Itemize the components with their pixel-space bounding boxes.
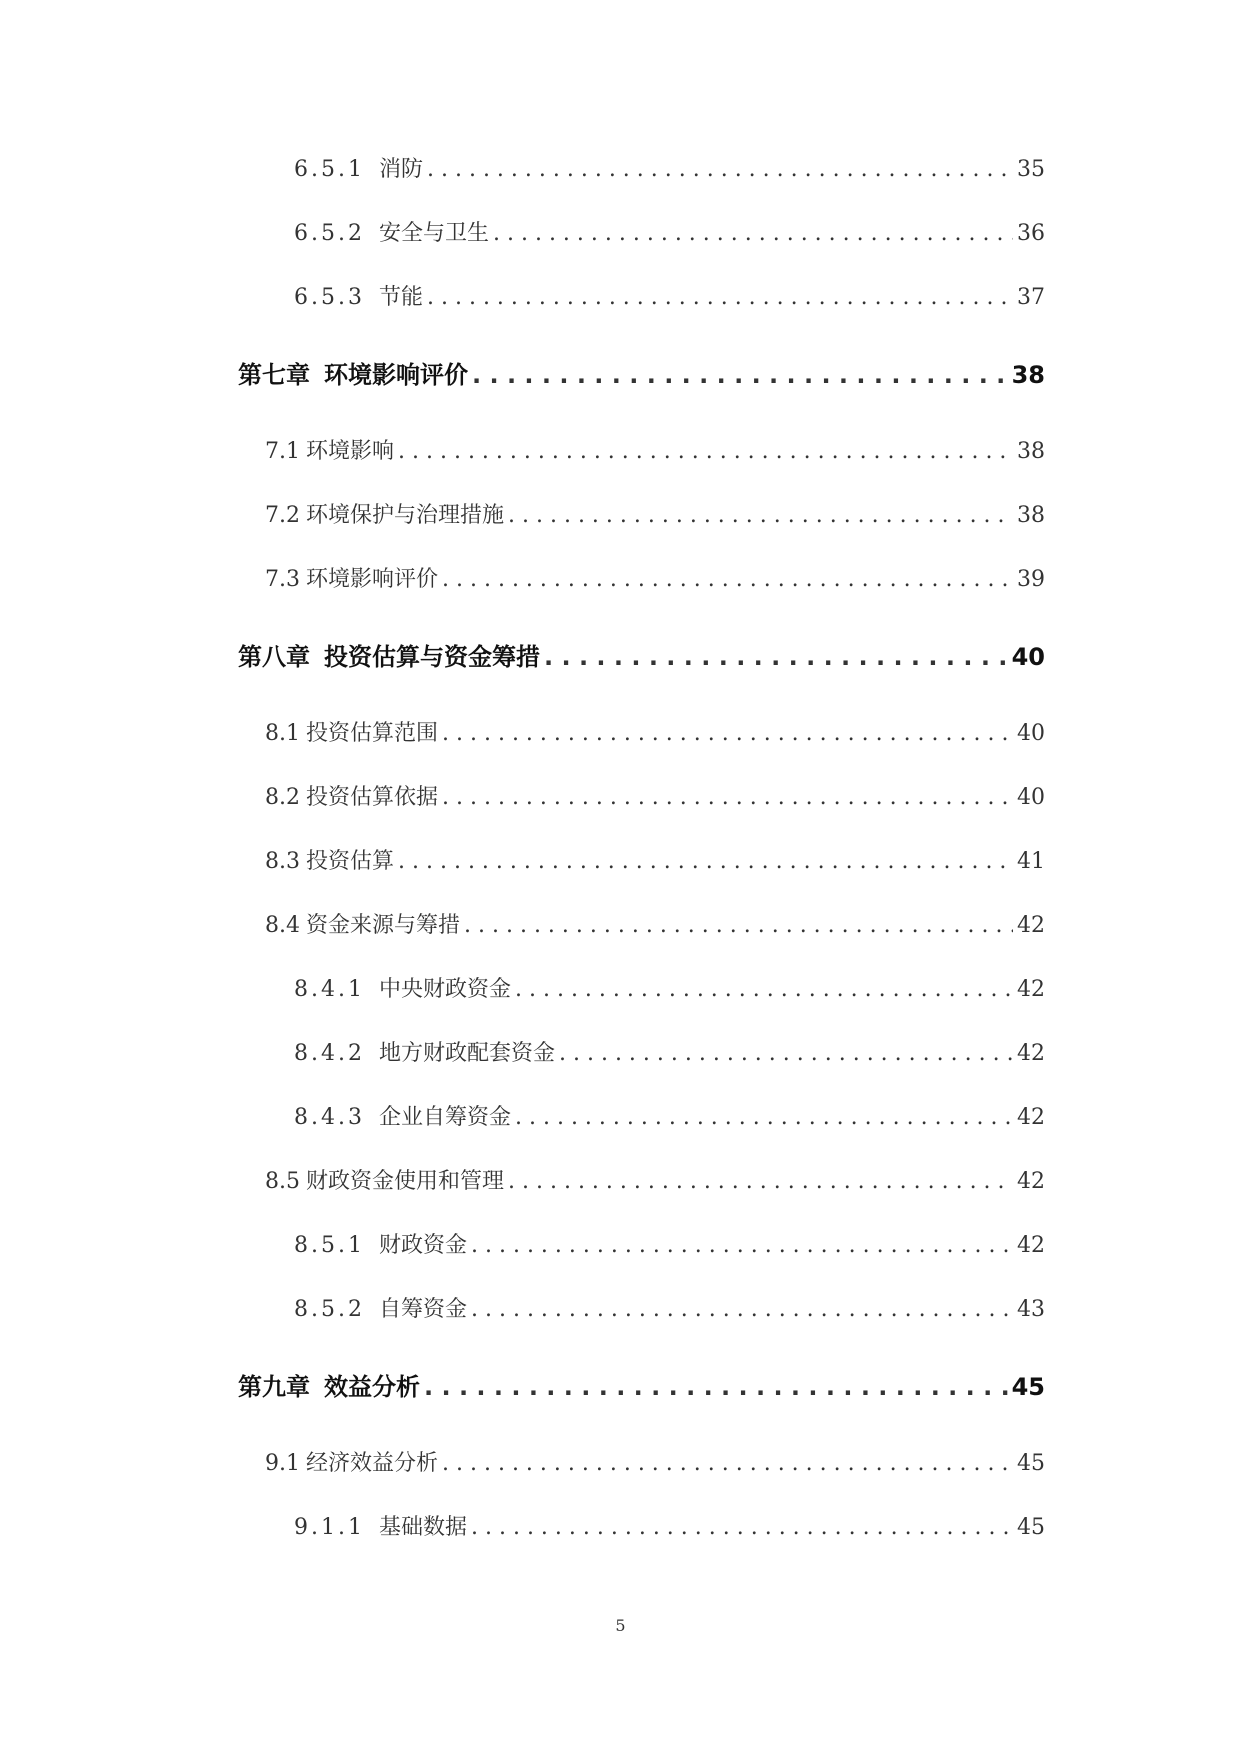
toc-entry-page: 40 xyxy=(1017,785,1045,810)
dot-leader xyxy=(508,1169,1013,1194)
toc-entry-title: 中央财政资金 xyxy=(378,977,511,1002)
toc-entry[interactable] xyxy=(265,844,1045,875)
toc-entry[interactable] xyxy=(265,716,1045,747)
toc-entry-number: 8.4.2 xyxy=(294,1041,365,1066)
toc-entry-title: 投资估算依据 xyxy=(306,785,439,810)
toc-entry-title: 节能 xyxy=(378,285,423,310)
toc-entry-page: 42 xyxy=(1017,1105,1045,1130)
toc-entry-number: 8.1 xyxy=(265,721,300,746)
toc-chapter-number: 第七章 xyxy=(238,361,310,389)
dot-leader xyxy=(508,503,1013,528)
toc-entry-number: 8.4.3 xyxy=(294,1105,365,1130)
toc-entry[interactable] xyxy=(265,498,1045,529)
toc-chapter-title: 投资估算与资金筹措 xyxy=(324,643,540,671)
toc-chapter-page: 45 xyxy=(1011,1373,1045,1401)
dot-leader xyxy=(471,1233,1013,1258)
dot-leader xyxy=(471,1297,1013,1322)
toc-entry-title: 财政资金使用和管理 xyxy=(306,1169,505,1194)
toc-entry-page: 41 xyxy=(1017,849,1045,874)
toc-entry[interactable] xyxy=(294,1100,1045,1131)
toc-entry[interactable] xyxy=(294,1036,1045,1067)
toc-entry-number: 8.3 xyxy=(265,849,300,874)
toc-chapter-title: 环境影响评价 xyxy=(324,361,468,389)
toc-entry-number: 7.1 xyxy=(265,439,300,464)
toc-entry-title: 资金来源与筹措 xyxy=(306,913,461,938)
toc-chapter-entry[interactable] xyxy=(238,1367,1045,1402)
dot-leader xyxy=(442,721,1013,746)
toc-entry-page: 42 xyxy=(1017,977,1045,1002)
toc-entry-number: 8.4 xyxy=(265,913,300,938)
toc-entry-page: 40 xyxy=(1017,721,1045,746)
toc-entry[interactable] xyxy=(294,1510,1045,1541)
toc-chapter-number: 第八章 xyxy=(238,643,310,671)
dot-leader xyxy=(427,285,1013,310)
dot-leader xyxy=(493,221,1013,246)
toc-entry[interactable] xyxy=(294,972,1045,1003)
toc-entry[interactable] xyxy=(294,152,1045,183)
toc-chapter-entry[interactable] xyxy=(238,355,1045,390)
toc-entry[interactable] xyxy=(265,562,1045,593)
toc-entry-number: 6.5.3 xyxy=(294,285,365,310)
toc-entry-number: 8.5.2 xyxy=(294,1297,365,1322)
toc-entry-title: 财政资金 xyxy=(378,1233,467,1258)
toc-entry-page: 37 xyxy=(1017,285,1045,310)
toc-entry-page: 42 xyxy=(1017,1169,1045,1194)
toc-entry-title: 自筹资金 xyxy=(378,1297,467,1322)
toc-entry[interactable] xyxy=(265,908,1045,939)
dot-leader xyxy=(472,361,1008,389)
toc-entry-number: 8.4.1 xyxy=(294,977,365,1002)
dot-leader xyxy=(427,157,1013,182)
toc-entry[interactable] xyxy=(294,280,1045,311)
page-number: 5 xyxy=(615,1616,626,1635)
toc-chapter-entry[interactable] xyxy=(238,637,1045,672)
toc-entry-number: 9.1 xyxy=(265,1451,300,1476)
toc-entry-page: 35 xyxy=(1017,157,1045,182)
dot-leader xyxy=(515,1105,1013,1130)
dot-leader xyxy=(515,977,1013,1002)
dot-leader xyxy=(544,643,1008,671)
toc-entry-page: 42 xyxy=(1017,913,1045,938)
dot-leader xyxy=(464,913,1013,938)
toc-entry-title: 地方财政配套资金 xyxy=(378,1041,555,1066)
toc-entry-title: 环境保护与治理措施 xyxy=(306,503,505,528)
toc-entry[interactable] xyxy=(265,780,1045,811)
toc-entry-number: 7.2 xyxy=(265,503,300,528)
toc-entry-title: 环境影响评价 xyxy=(306,567,439,592)
toc-entry-number: 6.5.2 xyxy=(294,221,365,246)
dot-leader xyxy=(424,1373,1008,1401)
toc-entry[interactable] xyxy=(265,1446,1045,1477)
toc-entry-page: 45 xyxy=(1017,1451,1045,1476)
toc-entry-title: 环境影响 xyxy=(306,439,395,464)
toc-entry-page: 36 xyxy=(1017,221,1045,246)
toc-entry-page: 42 xyxy=(1017,1233,1045,1258)
toc-entry-number: 9.1.1 xyxy=(294,1515,365,1540)
toc-entry-title: 安全与卫生 xyxy=(378,221,489,246)
toc-chapter-number: 第九章 xyxy=(238,1373,310,1401)
toc-entry-number: 6.5.1 xyxy=(294,157,365,182)
toc-chapter-title: 效益分析 xyxy=(324,1373,420,1401)
toc-entry[interactable] xyxy=(294,216,1045,247)
dot-leader xyxy=(398,439,1013,464)
toc-entry-title: 基础数据 xyxy=(378,1515,467,1540)
dot-leader xyxy=(559,1041,1013,1066)
dot-leader xyxy=(442,1451,1013,1476)
toc-entry-title: 投资估算 xyxy=(306,849,395,874)
dot-leader xyxy=(398,849,1013,874)
toc-entry-title: 经济效益分析 xyxy=(306,1451,439,1476)
toc-chapter-page: 40 xyxy=(1011,643,1045,671)
dot-leader xyxy=(442,567,1013,592)
toc-entry-page: 45 xyxy=(1017,1515,1045,1540)
toc-chapter-page: 38 xyxy=(1011,361,1045,389)
toc-entry-page: 42 xyxy=(1017,1041,1045,1066)
toc-entry[interactable] xyxy=(265,434,1045,465)
toc-entry-page: 43 xyxy=(1017,1297,1045,1322)
toc-entry-page: 39 xyxy=(1017,567,1045,592)
toc-entry[interactable] xyxy=(294,1292,1045,1323)
dot-leader xyxy=(471,1515,1013,1540)
toc-entry-title: 企业自筹资金 xyxy=(378,1105,511,1130)
toc-entry-title: 投资估算范围 xyxy=(306,721,439,746)
toc-entry-page: 38 xyxy=(1017,503,1045,528)
toc-entry-number: 8.2 xyxy=(265,785,300,810)
toc-entry-number: 7.3 xyxy=(265,567,300,592)
toc-entry-title: 消防 xyxy=(378,157,423,182)
toc-entry-number: 8.5.1 xyxy=(294,1233,365,1258)
toc-entry-number: 8.5 xyxy=(265,1169,300,1194)
toc-entry[interactable] xyxy=(294,1228,1045,1259)
toc-entry-page: 38 xyxy=(1017,439,1045,464)
toc-entry[interactable] xyxy=(265,1164,1045,1195)
dot-leader xyxy=(442,785,1013,810)
